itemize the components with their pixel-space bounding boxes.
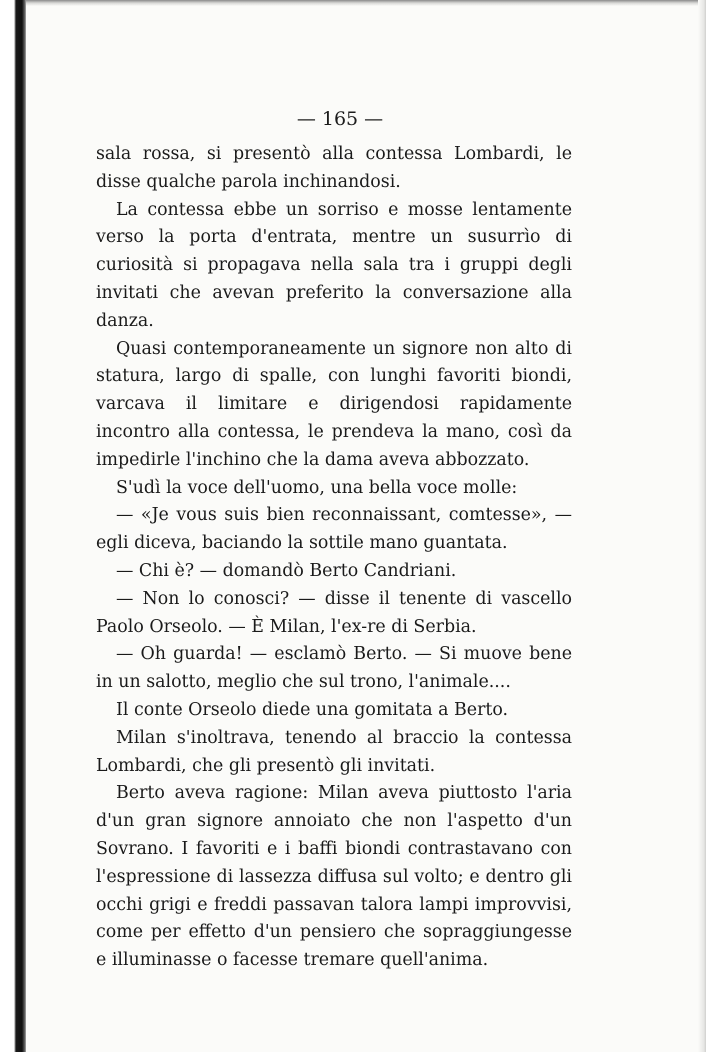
paragraph: S'udì la voce dell'uomo, una bella voce molle: xyxy=(116,477,518,498)
page-top-edge xyxy=(0,0,706,6)
book-spine-shadow xyxy=(0,0,26,1052)
paragraph: Il conte Orseolo diede una gomitata a Berto. xyxy=(116,699,509,720)
page-right-edge xyxy=(698,0,706,1052)
paragraph: Quasi contemporaneamente un signore non alto di statura, largo di spalle, con lunghi favoriti biondi, varcava il limitare e dirigendosi rapidamente incontro alla contessa, le prendeva la mano, così da impedirle l'inchino che la dama aveva abbozzato. xyxy=(96,338,572,470)
paragraph: Milan s'inoltrava, tenendo al braccio la contessa Lombardi, che gli presentò gli invitati. xyxy=(96,727,572,776)
paragraph: Berto aveva ragione: Milan aveva piuttosto l'aria d'un gran signore annoiato che non l'aspetto d'un Sovrano. I favoriti e i baffi biondi contrastavano con l'espressione di lassezza diffusa sul volto; e dentro gli occhi grigi e freddi passavan talora lampi improvvisi, come per effetto d'un pensiero che sopraggiungesse e illuminasse o facesse tremare quell'anima. xyxy=(96,783,572,971)
paragraph: sala rossa, si presentò alla contessa Lombardi, le disse qualche parola inchinandosi. xyxy=(96,144,572,192)
paragraph: — Chi è? — domandò Berto Candriani. xyxy=(116,560,457,581)
paragraph: La contessa ebbe un sorriso e mosse lentamente verso la porta d'entrata, mentre un susurrìo di curiosità si propagava nella sala tra i gruppi degli invitati che avevan preferito la conversazione alla danza. xyxy=(96,199,572,331)
paragraph: — Non lo conosci? — disse il tenente di vascello Paolo Orseolo. — È Milan, l'ex-re di Serbia. xyxy=(96,588,572,637)
page-number: — 165 — xyxy=(296,108,384,130)
paragraph: — Oh guarda! — esclamò Berto. — Si muove bene in un salotto, meglio che sul trono, l'animale.... xyxy=(96,644,572,693)
paragraph: — «Je vous suis bien reconnaissant, comtesse», — egli diceva, baciando la sottile mano guantata. xyxy=(96,505,572,554)
body-text xyxy=(96,141,572,975)
